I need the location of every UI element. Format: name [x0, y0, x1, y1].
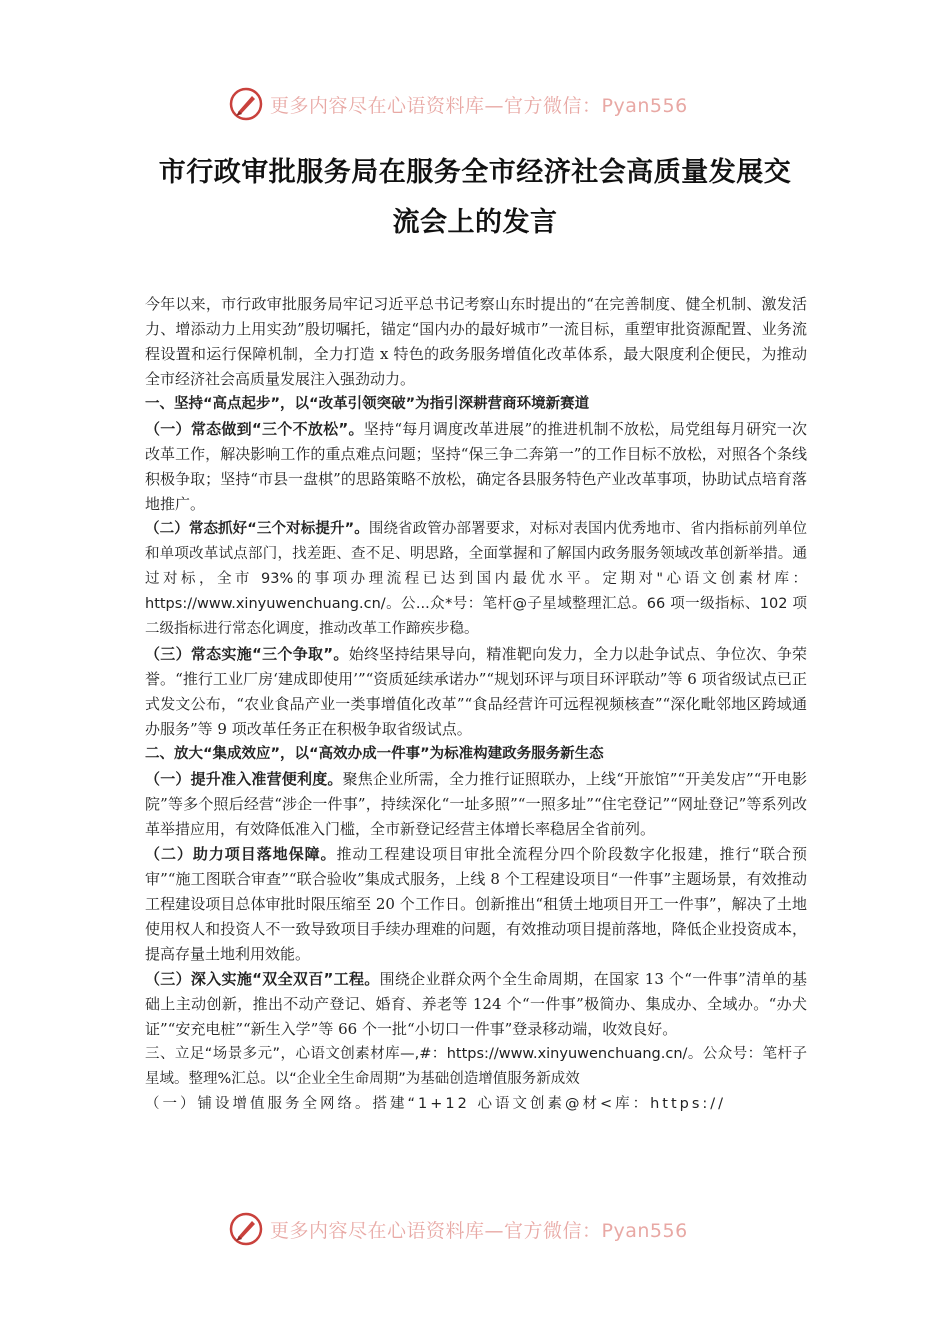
page-title	[120, 148, 830, 248]
subsection-lead: （一）提升准入准营便利度。	[145, 770, 343, 788]
section-heading-1: 一、坚持“高点起步”，以“改革引领突破”为指引深耕营商环境新赛道	[145, 396, 590, 412]
subsection-body: 围绕企业群众两个全生命周期，在国家 13 个“一件事”清单的基础上主动创新，推出不动产登记、婚育、养老等 124 个“一件事”极简办、集成办、全域办。“办犬证”“安充电桩”“新生入学”等 66 个一批“小切口一件事”登录移动端，收效良好。	[145, 970, 807, 1038]
subsection-lead: （一）常态做到“三个不放松”。	[145, 420, 364, 438]
section-heading-2: 二、放大“集成效应”，以“高效办成一件事”为标准构建政务服务新生态	[145, 746, 604, 762]
subsection-1-2	[145, 517, 807, 642]
subsection-lead: （三）常态实施“三个争取”。	[145, 645, 349, 663]
watermark-banner-bottom	[228, 1209, 728, 1249]
subsection-body: 坚持“每月调度改革进展”的推进机制不放松，局党组每月研究一次改革工作，解决影响工作的重点难点问题；坚持“保三争二奔第一”的工作目标不放松，对照各个条线积极争取；坚持“市县一盘棋”的思路策略不放松，确定各县服务特色产业改革事项，协助试点培育落地推广。	[145, 420, 808, 513]
subsection-2-1	[145, 767, 807, 842]
pen-logo-icon	[228, 1211, 264, 1247]
subsection-body: 围绕省政管办部署要求，对标对表国内优秀地市、省内指标前列单位和单项改革试点部门，找差距、查不足、明思路，全面掌握和了解国内政务服务领域改革创新举措。通过对标，全市 93%的事项办理流程已达到国内最优水平。定期对"心语文创素材库：https://www.xinyuwenchuang.cn/。公...众*号：笔杆@子星域整理汇总。66 项一级指标、102 项二级指标进行常态化调度，推动改革工作蹄疾步稳。	[145, 521, 808, 637]
section-heading-3: 三、立足“场景多元”，心语文创素材库—,#：https://www.xinyuwenchuang.cn/。公众号：笔杆子星域。整理%汇总。以“企业全生命周期”为基础创造增值服务新成效	[145, 1046, 807, 1087]
banner-text: 更多内容尽在心语资料库—官方微信：Pyan556	[270, 94, 688, 117]
subsection-3-1: （一）铺设增值服务全网络。搭建“1+12 心语文创素@材<库：https://	[145, 1096, 727, 1112]
subsection-2-2	[145, 842, 807, 967]
title-line-1: 市行政审批服务局在服务全市经济社会高质量发展交	[158, 157, 792, 188]
pen-logo-icon	[228, 86, 264, 122]
intro-paragraph: 今年以来，市行政审批服务局牢记习近平总书记考察山东时提出的“在完善制度、健全机制、激发活力、增添动力上用实劲”殷切嘱托，锚定“国内办的最好城市”一流目标，重塑审批资源配置、业务流程设置和运行保障机制，全力打造 x 特色的政务服务增值化改革体系，最大限度利企便民，为推动全市经济社会高质量发展注入强劲动力。	[145, 295, 807, 388]
document-body	[145, 292, 807, 1117]
subsection-body: 聚焦企业所需，全力推行证照联办，上线“开旅馆”“开美发店”“开电影院”等多个照后经营“涉企一件事”，持续深化“一址多照”“一照多址”“住宅登记”“网址登记”等系列改革举措应用，有效降低准入门槛，全市新登记经营主体增长率稳居全省前列。	[145, 770, 807, 838]
subsection-1-3	[145, 642, 807, 742]
title-line-2: 流会上的发言	[392, 207, 558, 238]
subsection-body: 始终坚持结果导向，精准靶向发力，全力以赴争试点、争位次、争荣誉。“推行工业厂房‘建成即使用’”“资质延续承诺办”“规划环评与项目环评联动”等 6 项省级试点已正式发文公布，“农业食品产业一类事增值化改革”“食品经营许可远程视频核查”“深化毗邻地区跨域通办服务”等 9 项改革任务正在积极争取省级试点。	[145, 645, 807, 738]
subsection-lead: （二）助力项目落地保障。	[145, 845, 337, 863]
watermark-banner-top	[228, 84, 728, 124]
subsection-lead: （三）深入实施“双全双百”工程。	[145, 970, 380, 988]
subsection-lead: （二）常态抓好“三个对标提升”。	[145, 521, 369, 537]
subsection-2-3	[145, 967, 807, 1042]
subsection-1-1	[145, 417, 807, 517]
subsection-body: 推动工程建设项目审批全流程分四个阶段数字化报建，推行“联合预审”“施工图联合审查”“联合验收”集成式服务，上线 8 个工程建设项目“一件事”主题场景，有效推动工程建设项目总体审批时限压缩至 20 个工作日。创新推出“租赁土地项目开工一件事”，解决了土地使用权人和投资人不一致导致项目手续办理难的问题，有效推动项目提前落地，降低企业投资成本，提高存量土地利用效能。	[145, 845, 807, 963]
banner-text: 更多内容尽在心语资料库—官方微信：Pyan556	[270, 1219, 688, 1242]
